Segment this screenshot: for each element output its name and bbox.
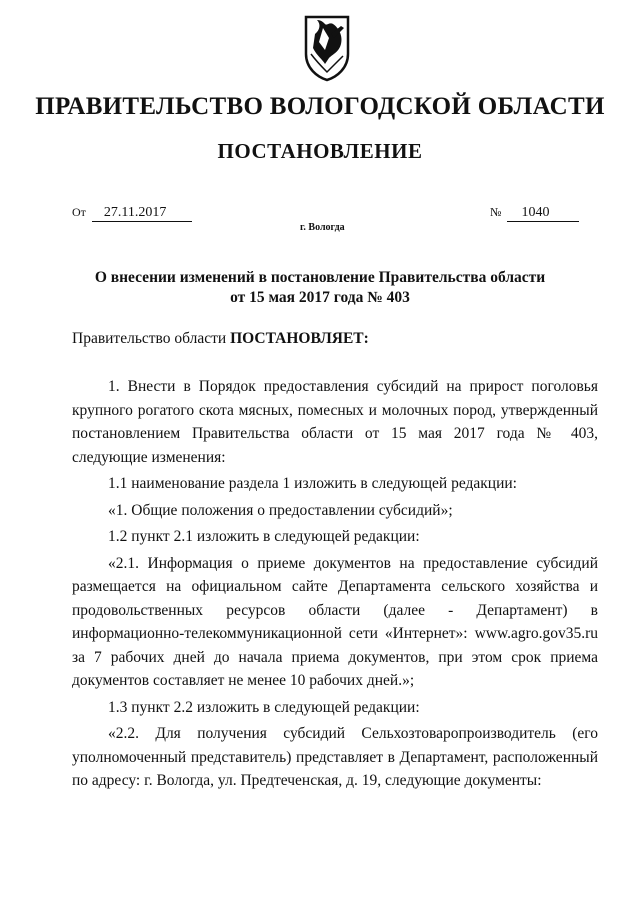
- resolve-statement: [72, 330, 369, 348]
- city: г. Вологда: [300, 222, 345, 233]
- document-type: ПОСТАНОВЛЕНИЕ: [217, 139, 423, 163]
- resolve-prefix: Правительство области: [72, 330, 227, 347]
- paragraph: 1. Внести в Порядок предоставления субсидий на прирост поголовья крупного рогатого скота мясных, помесных и молочных пород, утвержденный постановлением Правительства области от 15 мая 2017 года № 403, следующие изменения:: [72, 378, 598, 466]
- resolve-verb: ПОСТАНОВЛЯЕТ:: [230, 330, 369, 347]
- paragraph: 1.1 наименование раздела 1 изложить в следующей редакции:: [108, 475, 517, 492]
- paragraph: «1. Общие положения о предоставлении субсидий»;: [108, 501, 453, 519]
- number-label: №: [490, 205, 502, 219]
- date-value: 27.11.2017: [92, 205, 192, 222]
- document-subject: [60, 268, 580, 308]
- vologda-coat-of-arms-icon: [303, 14, 351, 82]
- paragraph: 1.3 пункт 2.2 изложить в следующей редакции:: [108, 698, 420, 716]
- document-body: [72, 375, 598, 793]
- subject-line-2: от 15 мая 2017 года № 403: [230, 289, 410, 306]
- document-number: [490, 205, 579, 222]
- subject-line-1: О внесении изменений в постановление Правительства области: [94, 269, 546, 286]
- paragraph: 1.2 пункт 2.1 изложить в следующей редакции:: [108, 528, 420, 545]
- number-value: 1040: [507, 205, 579, 222]
- document-date: [72, 205, 192, 222]
- paragraph: «2.1. Информация о приеме документов на предоставление субсидий размещается на официальном сайте Департамента сельского хозяйства и продовольственных ресурсов области (далее - Департамент) в информационно-телекоммуникационной сети «Интернет»: www.agro.gov35.ru за 7 рабочих дней до начала приема документов, при этом срок приема документов составляет не менее 10 рабочих дней.»;: [72, 554, 598, 689]
- government-title: ПРАВИТЕЛЬСТВО ВОЛОГОДСКОЙ ОБЛАСТИ: [35, 93, 605, 120]
- paragraph: «2.2. Для получения субсидий Сельхозтоваропроизводитель (его уполномоченный представитель) представляет в Департамент, расположенный по адресу: г. Вологда, ул. Предтеченская, д. 19, следующие документы:: [72, 725, 598, 789]
- date-label: От: [72, 205, 86, 219]
